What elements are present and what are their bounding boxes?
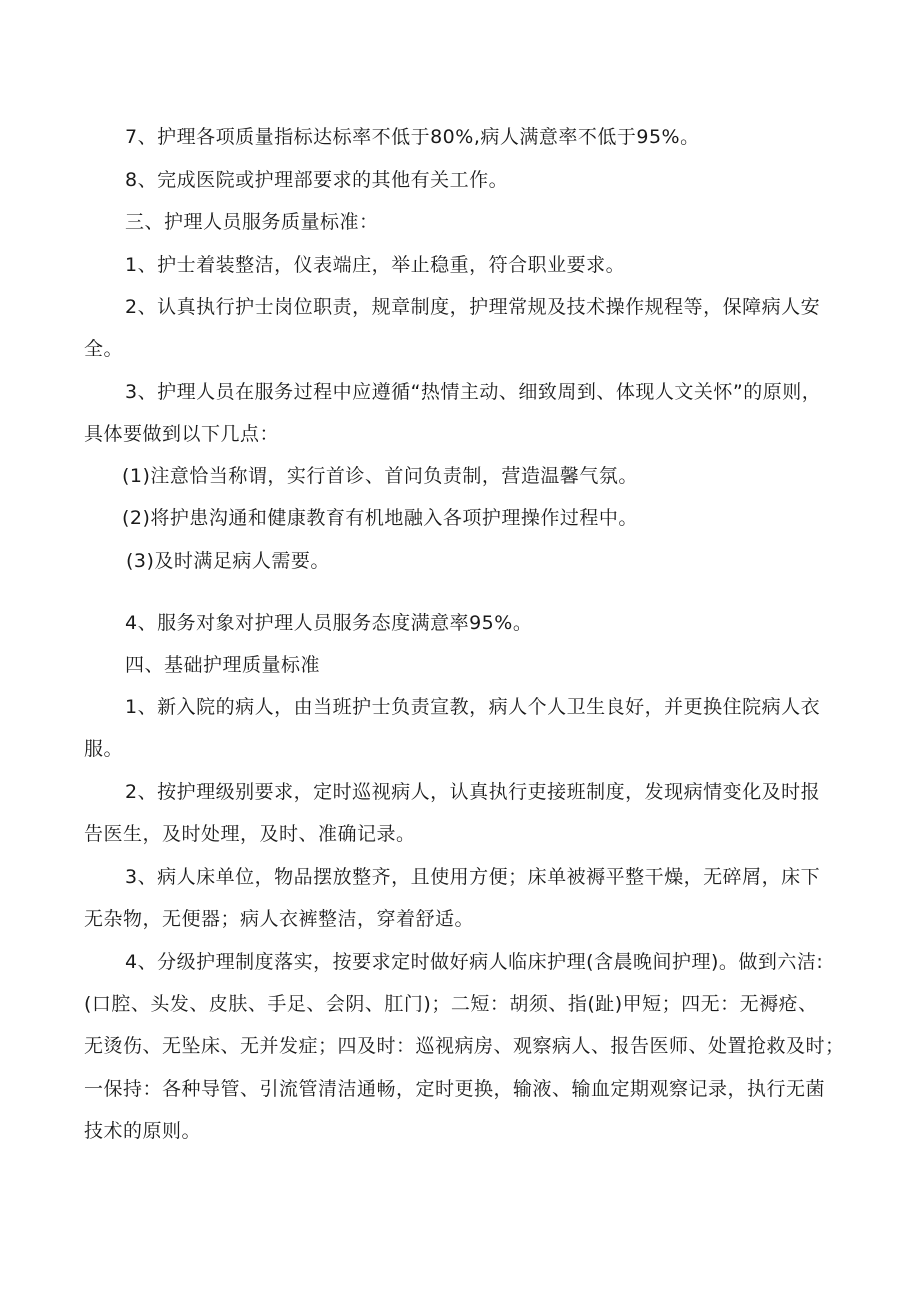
item-3-service-principle: 3、护理人员在服务过程中应遵循“热情主动、细致周到、体现人文关怀”的原则， bbox=[125, 381, 822, 403]
basic-item-4: 4、分级护理制度落实，按要求定时做好病人临床护理(含晨晚间护理)。做到六洁: bbox=[125, 951, 824, 973]
item-1-attire: 1、护士着装整洁，仪表端庄，举止稳重，符合职业要求。 bbox=[125, 254, 626, 276]
basic-item-1-cont: 服。 bbox=[84, 738, 124, 760]
sub-item-1: (1)注意恰当称谓，实行首诊、首问负责制，营造温馨气氛。 bbox=[122, 465, 638, 487]
section-3-heading: 三、护理人员服务质量标准： bbox=[125, 211, 379, 233]
basic-item-1: 1、新入院的病人，由当班护士负责宣教，病人个人卫生良好，并更换住院病人衣 bbox=[125, 696, 821, 718]
basic-item-4-cont-3: 一保持：各种导管、引流管清洁通畅，定时更换，输液、输血定期观察记录，执行无菌 bbox=[84, 1078, 826, 1100]
item-7-quality-rate: 7、护理各项质量指标达标率不低于80%,病人满意率不低于95%。 bbox=[125, 126, 700, 148]
basic-item-4-cont-2: 无烫伤、无坠床、无并发症；四及时：巡视病房、观察病人、报告医师、处置抢救及时； bbox=[84, 1035, 845, 1057]
basic-item-4-cont-4: 技术的原则。 bbox=[84, 1120, 202, 1142]
basic-item-4-cont-1: (口腔、头发、皮肤、手足、会阴、肛门)；二短：胡须、指(趾)甲短；四无：无褥疮、 bbox=[84, 993, 818, 1015]
basic-item-3: 3、病人床单位，物品摆放整齐，且使用方便；床单被褥平整干燥，无碎屑，床下 bbox=[125, 866, 821, 888]
item-8-other-work: 8、完成医院或护理部要求的其他有关工作。 bbox=[125, 169, 509, 191]
sub-item-3: (3)及时满足病人需要。 bbox=[126, 550, 330, 572]
item-3-service-principle-cont: 具体要做到以下几点： bbox=[84, 423, 280, 445]
item-2-duties: 2、认真执行护士岗位职责，规章制度，护理常规及技术操作规程等，保障病人安 bbox=[125, 296, 821, 318]
basic-item-3-cont: 无杂物，无便器；病人衣裤整洁，穿着舒适。 bbox=[84, 908, 475, 930]
basic-item-2: 2、按护理级别要求，定时巡视病人，认真执行吏接班制度，发现病情变化及时报 bbox=[125, 781, 821, 803]
section-4-heading: 四、基础护理质量标准 bbox=[125, 654, 321, 676]
sub-item-2: (2)将护患沟通和健康教育有机地融入各项护理操作过程中。 bbox=[122, 507, 638, 529]
item-4-satisfaction: 4、服务对象对护理人员服务态度满意率95%。 bbox=[125, 612, 533, 634]
item-2-duties-cont: 全。 bbox=[84, 338, 124, 360]
basic-item-2-cont: 告医生，及时处理，及时、准确记录。 bbox=[84, 823, 416, 845]
